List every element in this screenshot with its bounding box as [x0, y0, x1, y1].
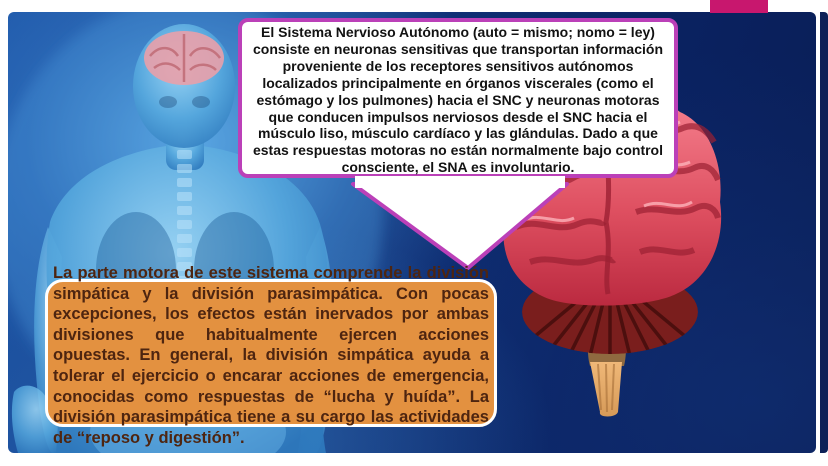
- slide-canvas: [8, 12, 816, 453]
- adjacent-slide-edge: [820, 12, 828, 453]
- motor-division-text: La parte motora de este sistema comprende la división simpática y la división parasimpática. Con pocas excepciones, los efectos están inervados por ambas divisiones que habitualmente ejercen acciones opuestas. En general, la división simpática ayuda a tolerar el ejercicio o encarar acciones de emergencia, conocidas como respuestas de “lucha y huída”. La división parasimpática tiene a su cargo las actividades de “reposo y digestión”.: [53, 264, 489, 447]
- autonomic-definition-callout: [238, 18, 678, 178]
- callout-pointer: [340, 166, 580, 272]
- accent-bar: [710, 0, 768, 13]
- head-brain-image: [144, 31, 224, 85]
- autonomic-definition-text: El Sistema Nervioso Autónomo (auto = mismo; nomo = ley) consiste en neuronas sensitivas que transportan información proveniente de los receptores sensitivos autónomos localizados principalmente en órganos viscerales (como el estómago y los pulmones) hacia el SNC y neuronas motoras que conducen impulsos nerviosos desde el SNC hacia el músculo liso, músculo cardíaco y las glándulas. Dado a que estas respuestas motoras no están normalmente bajo control consciente, el SNA es involuntario.: [252, 24, 663, 176]
